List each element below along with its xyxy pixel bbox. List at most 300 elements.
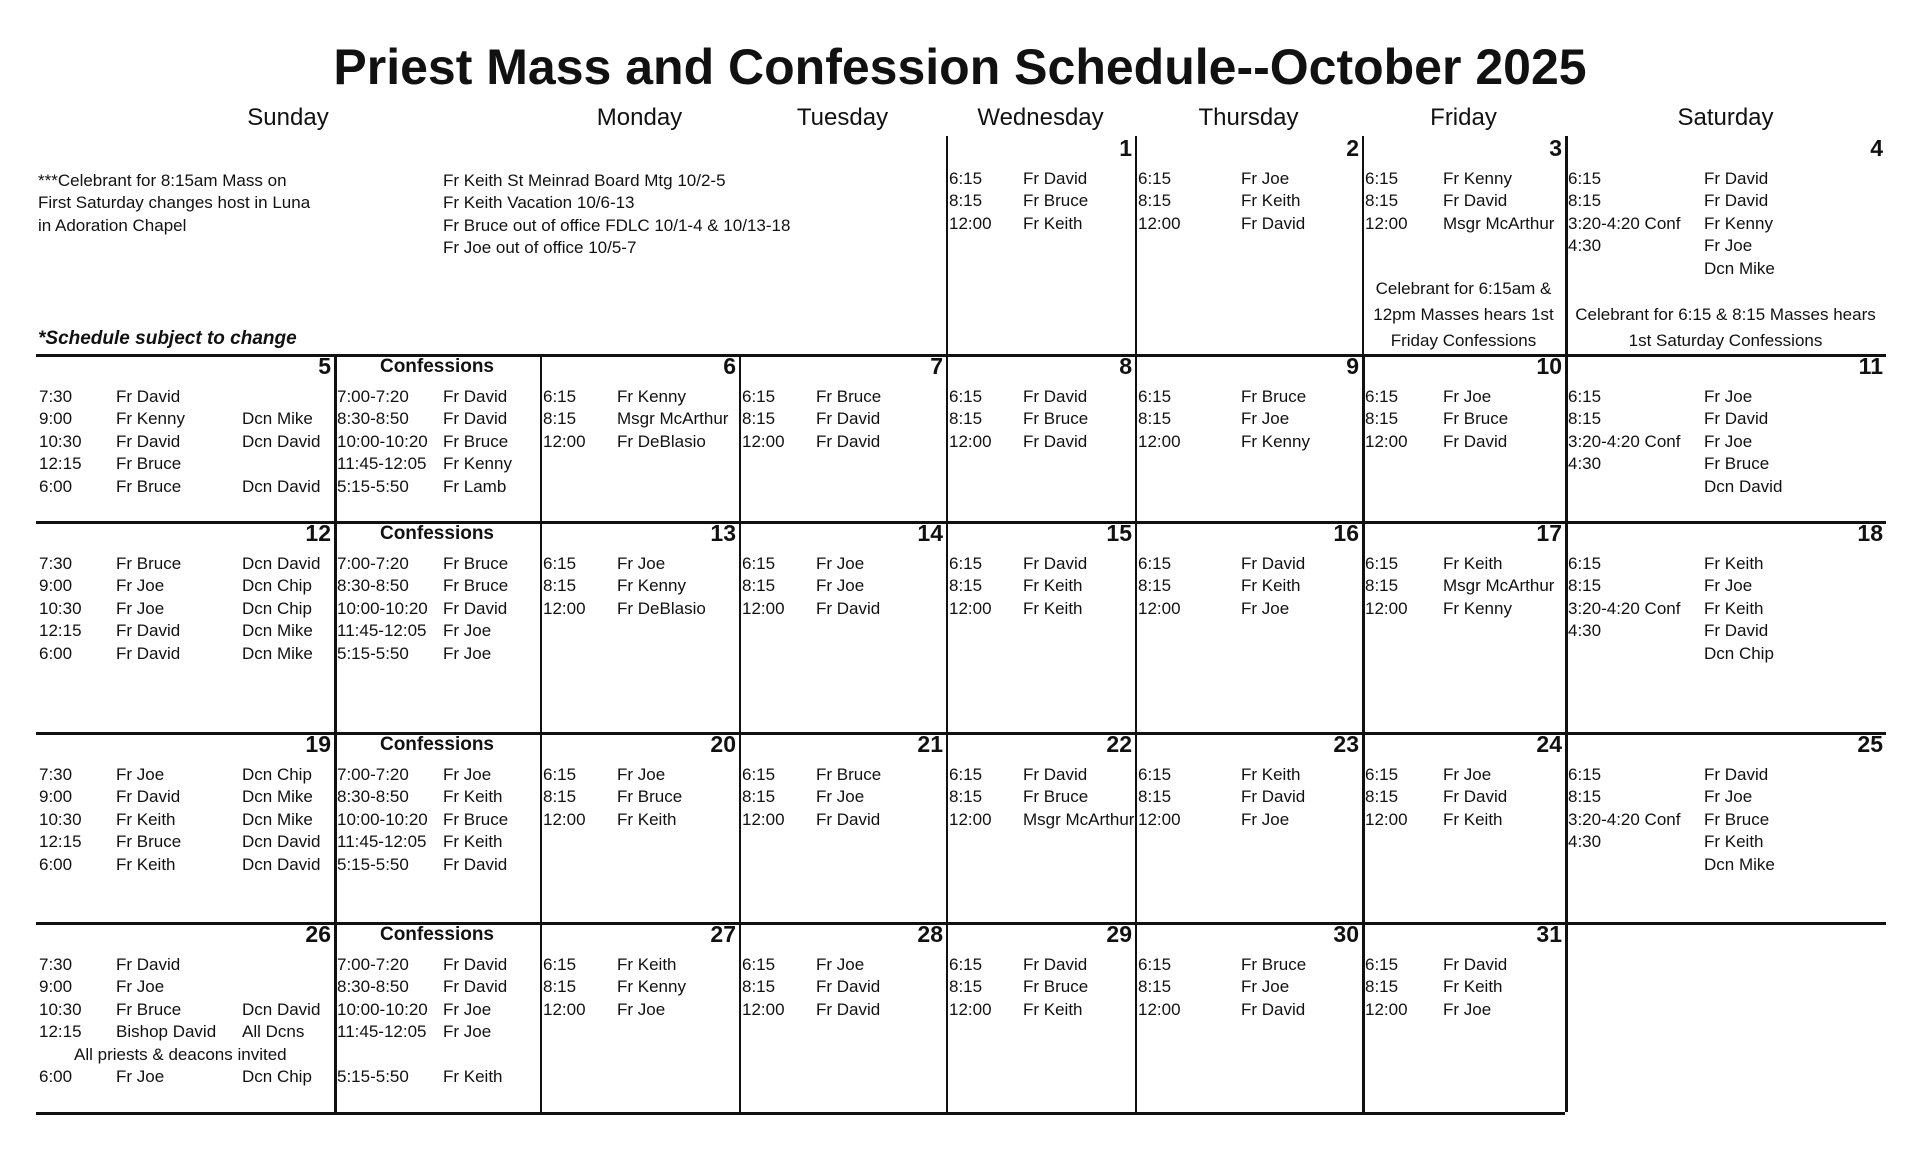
day-number: 30 — [1333, 921, 1359, 947]
saturday-confession-note — [1565, 302, 1886, 354]
time-text: 6:15 — [742, 387, 776, 406]
celebrant-text: Fr Keith — [1704, 598, 1764, 618]
schedule-row — [949, 954, 1135, 976]
time-text: 4:30 — [1568, 621, 1602, 641]
schedule-rows — [337, 954, 540, 1088]
schedule-row — [337, 598, 540, 620]
schedule-row — [39, 620, 334, 642]
deacon-text: Dcn David — [242, 854, 321, 874]
schedule-row — [949, 168, 1135, 190]
schedule-row — [1568, 258, 1886, 280]
schedule-row — [39, 453, 334, 475]
day-cell-1 — [946, 135, 1135, 354]
time-text: 6:15 — [543, 955, 577, 974]
deacon-text: Dcn David — [242, 554, 321, 573]
celebrant-text: Dcn Chip — [1704, 643, 1774, 663]
schedule-rows — [1568, 168, 1886, 280]
schedule-row — [1568, 598, 1886, 620]
time-text: 6:15 — [1365, 169, 1399, 188]
schedule-rows — [1365, 168, 1565, 235]
schedule-row — [337, 854, 540, 876]
celebrant-text: Fr Keith — [1443, 809, 1503, 829]
celebrant-text: Fr Lamb — [443, 476, 507, 496]
celebrant-text: Fr Keith — [1241, 191, 1301, 211]
celebrant-text: Fr David — [116, 643, 181, 663]
schedule-row — [1365, 575, 1565, 597]
celebrant-text: Fr Joe — [617, 765, 666, 784]
schedule-rows — [337, 553, 540, 665]
time-text: 12:00 — [949, 598, 992, 618]
note-line: 12pm Masses hears 1st — [1373, 305, 1554, 324]
celebrant-text: Fr Kenny — [1704, 213, 1773, 233]
schedule-row — [1568, 620, 1886, 642]
time-text: 8:15 — [742, 787, 776, 807]
time-text: 8:15 — [1568, 409, 1602, 429]
note-line: in Adoration Chapel — [38, 215, 187, 235]
celebrant-text: Fr David — [116, 955, 181, 974]
schedule-row — [39, 854, 334, 876]
time-text: 10:30 — [39, 431, 82, 451]
schedule-row — [337, 1021, 540, 1043]
celebrant-text: Fr David — [1443, 431, 1508, 451]
time-text: 8:15 — [949, 787, 983, 807]
time-text: 7:00-7:20 — [337, 554, 409, 573]
time-text: 6:15 — [1568, 554, 1602, 573]
time-text: 3:20-4:20 Conf — [1568, 213, 1681, 233]
schedule-row — [1568, 386, 1886, 408]
schedule-row — [1365, 408, 1565, 430]
time-text: 6:00 — [39, 1066, 73, 1086]
grid-line-h — [36, 1112, 1565, 1115]
schedule-rows — [742, 954, 946, 1021]
schedule-rows — [337, 386, 540, 498]
schedule-row — [1568, 643, 1886, 665]
time-text: 4:30 — [1568, 832, 1602, 852]
time-text: 10:00-10:20 — [337, 999, 428, 1019]
schedule-row — [543, 976, 739, 998]
time-text: 8:30-8:50 — [337, 977, 409, 997]
celebrant-text: Fr David — [116, 387, 181, 406]
celebrant-text: Fr Joe — [1443, 765, 1492, 784]
time-text: 12:00 — [949, 999, 992, 1019]
time-text: 7:00-7:20 — [337, 387, 409, 406]
celebrant-text: Fr David — [443, 955, 508, 974]
time-text: 6:15 — [742, 554, 776, 573]
time-text: 12:00 — [543, 598, 586, 618]
time-text: 9:00 — [39, 576, 73, 596]
day-number: 2 — [1346, 135, 1359, 161]
deacon-text: Dcn David — [242, 476, 321, 496]
time-text: 12:15 — [39, 1022, 82, 1042]
schedule-rows — [543, 386, 739, 453]
day-number: 9 — [1346, 353, 1359, 379]
day-cell-29 — [946, 921, 1135, 1112]
schedule-rows — [39, 764, 334, 876]
celebrant-text: Fr David — [816, 999, 881, 1019]
day-number: 25 — [1857, 731, 1883, 757]
schedule-row — [39, 976, 334, 998]
schedule-row — [543, 575, 739, 597]
celebrant-text: Fr Joe — [1241, 169, 1290, 188]
schedule-row — [337, 643, 540, 665]
time-text: 6:00 — [39, 854, 73, 874]
schedule-row — [1138, 976, 1362, 998]
schedule-rows — [1138, 764, 1362, 831]
celebrant-text: Fr David — [1704, 191, 1769, 211]
schedule-row — [1568, 764, 1886, 786]
celebrant-text: Fr David — [1443, 191, 1508, 211]
celebrant-text: Fr Bruce — [1023, 191, 1089, 211]
schedule-rows — [1138, 954, 1362, 1021]
absence-list — [443, 170, 790, 260]
time-text: 8:30-8:50 — [337, 409, 409, 429]
celebrant-text: Fr Kenny — [617, 576, 686, 596]
celebrant-text: Fr Joe — [1443, 999, 1492, 1019]
time-text: 6:15 — [543, 765, 577, 784]
schedule-row — [39, 831, 334, 853]
schedule-row — [949, 408, 1135, 430]
celebrant-text: Msgr McArthur — [1443, 576, 1555, 596]
celebrant-text: Fr David — [1443, 955, 1508, 974]
time-text: 6:15 — [1365, 955, 1399, 974]
schedule-row — [543, 809, 739, 831]
celebrant-text: Fr Joe — [443, 1022, 492, 1042]
time-text: 5:15-5:50 — [337, 1066, 409, 1086]
schedule-row — [742, 386, 946, 408]
time-text: 7:30 — [39, 554, 73, 573]
time-text: 12:00 — [1365, 431, 1408, 451]
time-text: 3:20-4:20 Conf — [1568, 431, 1681, 451]
celebrant-text: Fr Keith — [617, 955, 677, 974]
celebrant-text: Fr Keith — [116, 854, 176, 874]
celebrant-text: Fr Bruce — [1241, 955, 1307, 974]
schedule-row — [1365, 976, 1565, 998]
time-text: 10:30 — [39, 598, 82, 618]
time-text: 7:30 — [39, 955, 73, 974]
confessions-label: Confessions — [379, 356, 495, 377]
schedule-row — [39, 999, 334, 1021]
time-text: 8:15 — [742, 409, 776, 429]
day-cell-5 — [36, 353, 334, 521]
time-text: 11:45-12:05 — [337, 832, 427, 852]
time-text: 6:15 — [543, 387, 577, 406]
schedule-row — [337, 764, 540, 786]
day-cell-16 — [1135, 520, 1362, 732]
time-text: 6:15 — [949, 169, 983, 188]
deacon-text: Dcn David — [242, 431, 321, 451]
schedule-row — [337, 575, 540, 597]
schedule-row — [1365, 431, 1565, 453]
celebrant-text: Fr Joe — [1704, 431, 1753, 451]
schedule-row — [1568, 809, 1886, 831]
schedule-row — [39, 553, 334, 575]
celebrant-text: Fr Joe — [816, 576, 865, 596]
schedule-row — [1365, 190, 1565, 212]
time-text: 12:00 — [742, 809, 785, 829]
time-text: 6:15 — [543, 554, 577, 573]
schedule-row — [39, 1066, 334, 1088]
day-cell-19 — [36, 731, 334, 922]
celebrant-text: Fr Keith — [1023, 576, 1083, 596]
deacon-text: Dcn Chip — [242, 765, 312, 784]
day-cell-8 — [946, 353, 1135, 521]
deacon-text: Dcn Chip — [242, 576, 312, 596]
celebrant-text: Fr Joe — [1704, 787, 1753, 807]
schedule-rows — [1138, 168, 1362, 235]
schedule-row — [1365, 764, 1565, 786]
celebrant-text: Dcn David — [1704, 476, 1783, 496]
celebrant-text: Fr DeBlasio — [617, 431, 706, 451]
schedule-row — [742, 976, 946, 998]
day-name-thursday: Thursday — [1198, 104, 1299, 131]
schedule-row — [1365, 168, 1565, 190]
time-text: 8:30-8:50 — [337, 576, 409, 596]
page-title: Priest Mass and Confession Schedule--October 2025 — [333, 39, 1587, 95]
celebrant-text: Fr Joe — [1704, 576, 1753, 596]
schedule-rows — [742, 386, 946, 453]
deacon-text: Dcn Mike — [242, 409, 313, 429]
time-text: 12:00 — [1138, 999, 1181, 1019]
day-number: 11 — [1858, 353, 1883, 379]
time-text: 8:15 — [1138, 409, 1172, 429]
schedule-row — [1138, 999, 1362, 1021]
time-text: 8:15 — [1138, 787, 1172, 807]
schedule-row — [543, 431, 739, 453]
time-text: 8:15 — [1365, 191, 1399, 211]
time-text: 8:15 — [949, 191, 983, 211]
schedule-row — [337, 553, 540, 575]
celebrant-text: Fr Keith — [1443, 977, 1503, 997]
schedule-row — [1138, 213, 1362, 235]
time-text: 6:00 — [39, 643, 73, 663]
time-text: 10:00-10:20 — [337, 598, 428, 618]
schedule-rows — [949, 168, 1135, 235]
celebrant-text: Fr Bruce — [443, 809, 509, 829]
celebrant-text: Fr David — [1704, 169, 1769, 188]
schedule-row — [337, 431, 540, 453]
day-number: 14 — [917, 520, 943, 546]
schedule-row — [337, 476, 540, 498]
deacon-text: Dcn Mike — [242, 643, 313, 663]
celebrant-text: Fr Joe — [116, 598, 165, 618]
time-text: 8:15 — [1138, 191, 1172, 211]
schedule-rows — [1365, 386, 1565, 453]
time-text: 8:15 — [1365, 787, 1399, 807]
schedule-row — [543, 999, 739, 1021]
day-number: 6 — [723, 353, 736, 379]
celebrant-text: Fr Joe — [1443, 387, 1492, 406]
celebrant-text: Fr David — [1023, 955, 1088, 974]
time-text: 11:45-12:05 — [337, 621, 427, 641]
time-text: 12:00 — [1365, 598, 1408, 618]
schedule-row — [337, 408, 540, 430]
time-text: 6:15 — [1568, 387, 1602, 406]
celebrant-text: Fr Joe — [116, 1066, 165, 1086]
day-cell-27 — [540, 921, 739, 1112]
celebrant-text: Fr David — [1241, 213, 1306, 233]
schedule-row — [949, 431, 1135, 453]
schedule-row — [1568, 476, 1886, 498]
schedule-rows — [39, 954, 334, 1088]
confessions-label: Confessions — [379, 734, 495, 755]
schedule-row — [742, 575, 946, 597]
schedule-row — [1568, 786, 1886, 808]
schedule-row — [949, 786, 1135, 808]
celebrant-text: Fr David — [1023, 431, 1088, 451]
celebrant-text: Fr Joe — [816, 554, 865, 573]
day-cell-13 — [540, 520, 739, 732]
time-text: 12:15 — [39, 621, 82, 641]
celebrant-text: Fr Bruce — [1443, 409, 1509, 429]
celebrant-text: Fr David — [443, 409, 508, 429]
schedule-rows — [1568, 764, 1886, 876]
celebrant-text: Fr Bruce — [1704, 809, 1770, 829]
schedule-row — [1568, 168, 1886, 190]
time-text: 12:00 — [543, 809, 586, 829]
day-cell-c19 — [334, 734, 540, 922]
time-text: 4:30 — [1568, 454, 1602, 474]
schedule-row — [742, 786, 946, 808]
schedule-row — [39, 386, 334, 408]
celebrant-text: Msgr McArthur — [617, 409, 729, 429]
friday-confession-note — [1362, 276, 1565, 354]
time-text: 12:00 — [1138, 431, 1181, 451]
time-text: 6:15 — [1568, 765, 1602, 784]
time-text: 6:15 — [742, 955, 776, 974]
celebrant-text: Fr Joe — [116, 765, 165, 784]
day-number: 31 — [1536, 921, 1562, 947]
celebrant-text: Fr Keith — [1704, 554, 1764, 573]
day-cell-28 — [739, 921, 946, 1112]
celebrant-text: Fr Joe — [617, 999, 666, 1019]
time-text: 6:15 — [949, 955, 983, 974]
schedule-row — [1365, 999, 1565, 1021]
celebrant-text: Fr David — [116, 621, 181, 641]
absence-item: Fr Keith Vacation 10/6-13 — [443, 193, 635, 213]
deacon-text: Dcn David — [242, 999, 321, 1019]
schedule-row — [39, 598, 334, 620]
celebrant-text: Fr Bruce — [443, 431, 509, 451]
schedule-row — [949, 190, 1135, 212]
celebrant-text: Fr Bruce — [1023, 409, 1089, 429]
day-cell-25 — [1565, 731, 1886, 922]
absence-item: Fr Bruce out of office FDLC 10/1-4 & 10/13-18 — [443, 215, 791, 235]
celebrant-text: Fr David — [443, 977, 508, 997]
schedule-row — [742, 999, 946, 1021]
time-text: 12:00 — [1365, 999, 1408, 1019]
celebrant-text: Fr Kenny — [617, 977, 686, 997]
time-text: 10:00-10:20 — [337, 809, 428, 829]
schedule-row — [337, 386, 540, 408]
schedule-row — [1138, 786, 1362, 808]
day-cell-7 — [739, 353, 946, 521]
celebrant-text: Fr Joe — [1241, 977, 1290, 997]
time-text: 5:15-5:50 — [337, 643, 409, 663]
time-text: 8:15 — [1138, 576, 1172, 596]
celebrant-text: Dcn Mike — [1704, 258, 1775, 278]
celebrant-text: Fr Joe — [1241, 809, 1290, 829]
time-text: 8:15 — [742, 977, 776, 997]
schedule-row — [1365, 553, 1565, 575]
time-text: 9:00 — [39, 977, 73, 997]
day-name-wednesday: Wednesday — [977, 104, 1104, 131]
time-text: 7:30 — [39, 387, 73, 406]
celebrant-text: Fr Joe — [443, 643, 492, 663]
absence-item: Fr Joe out of office 10/5-7 — [443, 238, 637, 258]
day-number: 28 — [917, 921, 943, 947]
time-text: 11:45-12:05 — [337, 1022, 427, 1042]
schedule-row — [337, 831, 540, 853]
celebrant-text: Fr DeBlasio — [617, 598, 706, 618]
schedule-row — [543, 786, 739, 808]
time-text: 6:15 — [1365, 387, 1399, 406]
celebrant-text: Fr David — [1704, 409, 1769, 429]
schedule-row — [949, 553, 1135, 575]
day-number: 26 — [305, 921, 331, 947]
deacon-text: Dcn Mike — [242, 787, 313, 807]
time-text: 8:15 — [742, 576, 776, 596]
absence-item: Fr Keith St Meinrad Board Mtg 10/2-5 — [443, 171, 726, 190]
schedule-row — [1568, 235, 1886, 257]
time-text: 8:15 — [1568, 576, 1602, 596]
celebrant-text: Bishop David — [116, 1022, 217, 1042]
schedule-rows — [543, 764, 739, 831]
celebrant-text: Fr David — [816, 431, 881, 451]
celebrant-text: Fr Joe — [1241, 598, 1290, 618]
schedule-row — [543, 764, 739, 786]
day-cell-2 — [1135, 135, 1362, 354]
schedule-row — [949, 999, 1135, 1021]
celebrant-text: Fr Keith — [443, 787, 503, 807]
day-number: 22 — [1106, 731, 1132, 757]
schedule-row — [1138, 190, 1362, 212]
schedule-rows — [337, 764, 540, 876]
schedule-row — [39, 764, 334, 786]
schedule-row — [337, 786, 540, 808]
celebrant-text: Fr Joe — [116, 576, 165, 596]
day-cell-31 — [1362, 921, 1565, 1112]
time-text: 12:00 — [1365, 809, 1408, 829]
celebrant-text: Fr Bruce — [1704, 454, 1770, 474]
note-line: Friday Confessions — [1390, 331, 1537, 350]
schedule-row — [949, 809, 1135, 831]
celebrant-text: Fr David — [1023, 765, 1088, 784]
schedule-row — [543, 598, 739, 620]
day-number: 13 — [710, 520, 736, 546]
schedule-row — [1138, 809, 1362, 831]
time-text: 12:00 — [1138, 213, 1181, 233]
celebrant-text: Fr David — [116, 431, 181, 451]
time-text: 6:15 — [949, 554, 983, 573]
celebrant-text: Fr Bruce — [116, 476, 182, 496]
schedule-rows — [742, 764, 946, 831]
celebrant-text: Fr Kenny — [617, 387, 686, 406]
time-text: 7:30 — [39, 765, 73, 784]
time-text: 7:00-7:20 — [337, 765, 409, 784]
celebrant-text: Fr Keith — [116, 809, 176, 829]
celebrant-text: Msgr McArthur — [1023, 809, 1135, 829]
celebrant-text: Fr Bruce — [1023, 977, 1089, 997]
time-text: 6:15 — [949, 387, 983, 406]
schedule-rows — [1138, 386, 1362, 453]
invite-note — [39, 1044, 334, 1066]
note-line: Celebrant for 6:15am & — [1375, 279, 1552, 298]
schedule-row — [1568, 575, 1886, 597]
time-text: 8:30-8:50 — [337, 787, 409, 807]
celebrant-text: Fr David — [443, 598, 508, 618]
day-cell-14 — [739, 520, 946, 732]
schedule-row — [1365, 954, 1565, 976]
